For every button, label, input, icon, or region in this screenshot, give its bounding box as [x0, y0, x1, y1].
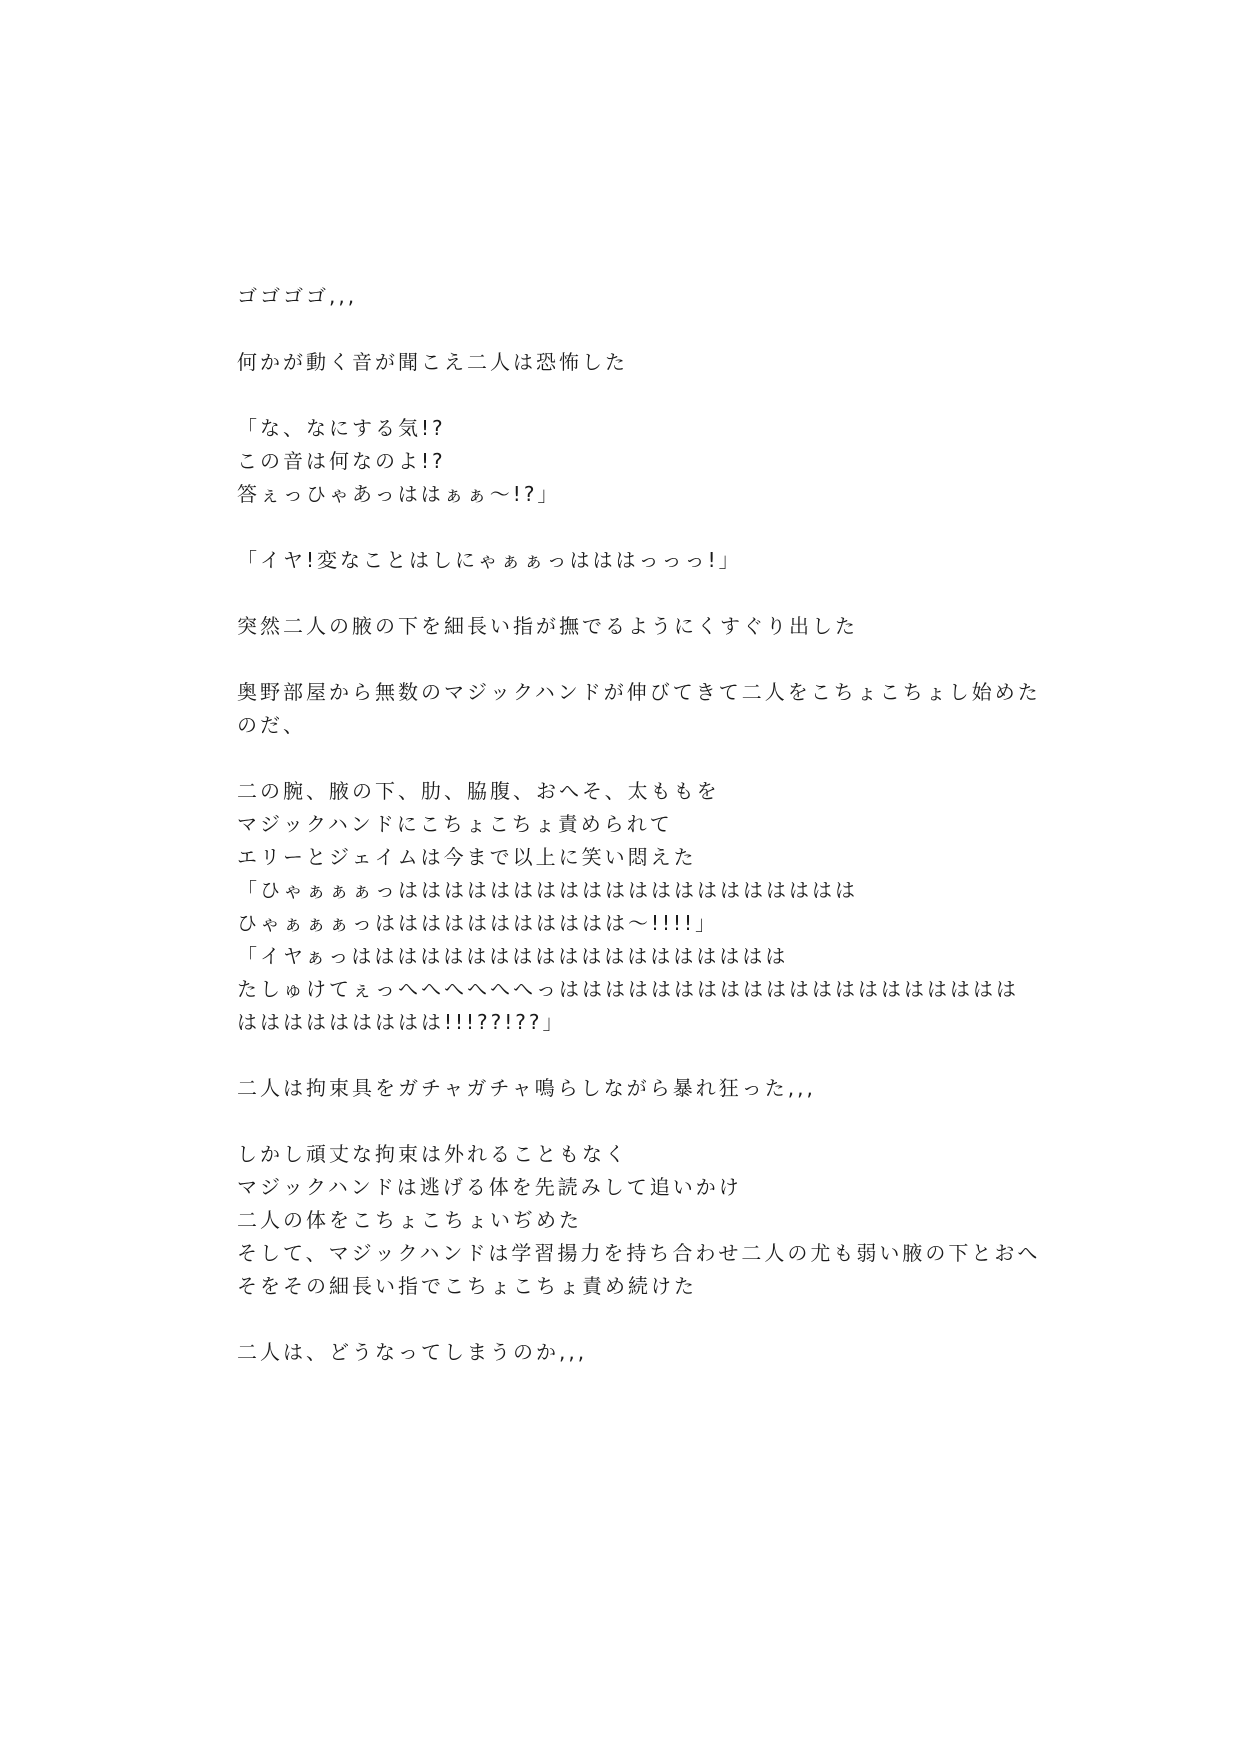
text-line: たしゅけてぇっへへへへへへっはははははははははははははははははははは — [237, 977, 1019, 1001]
paragraph-gap — [237, 1303, 1017, 1336]
paragraph-gap — [237, 577, 1017, 610]
paragraph — [237, 1336, 1017, 1369]
text-line: そして、マジックハンドは学習揚力を持ち合わせ二人の尤も弱い腋の下とおへ — [237, 1241, 1041, 1265]
paragraph — [237, 1138, 1041, 1303]
paragraph — [237, 412, 1017, 511]
text-line: 「ひゃぁぁぁっはははははははははははははははははははは — [237, 878, 858, 902]
text-line: エリーとジェイムは今まで以上に笑い悶えた — [237, 845, 697, 869]
text-line: ひゃぁぁぁっははははははははははは〜!!!!」 — [237, 911, 719, 935]
text-line: 「イヤぁっははははははははははははははははははは — [237, 944, 789, 968]
paragraph-gap — [237, 742, 1017, 775]
text-line: 「イヤ!変なことはしにゃぁぁっはははっっっ!」 — [237, 548, 742, 572]
paragraph — [237, 775, 1017, 1039]
paragraph-gap — [237, 313, 1017, 346]
text-line: 奥野部屋から無数のマジックハンドが伸びてきて二人をこちょこちょし始めた — [237, 680, 1041, 704]
paragraph-gap — [237, 1105, 1017, 1138]
text-line: 「な、なにする気!? — [237, 416, 446, 440]
text-line: マジックハンドにこちょこちょ責められて — [237, 812, 673, 836]
text-line: ゴゴゴゴ,,, — [237, 284, 358, 308]
paragraph — [237, 676, 1041, 742]
document-body-text — [237, 280, 1041, 1369]
text-line: 二人は、どうなってしまうのか,,, — [237, 1340, 588, 1364]
paragraph — [237, 1072, 1017, 1105]
text-line: 二人の体をこちょこちょいぢめた — [237, 1208, 582, 1232]
text-line: この音は何なのよ!? — [237, 449, 446, 473]
paragraph — [237, 544, 1017, 577]
paragraph-gap — [237, 511, 1017, 544]
paragraph-gap — [237, 643, 1017, 676]
paragraph — [237, 346, 1017, 379]
text-line: そをその細長い指でこちょこちょ責め続けた — [237, 1274, 697, 1298]
paragraph-gap — [237, 1039, 1017, 1072]
text-line: ははははははははは!!!??!??」 — [237, 1010, 566, 1034]
text-line: しかし頑丈な拘束は外れることもなく — [237, 1142, 628, 1166]
paragraph — [237, 610, 1017, 643]
text-line: 答ぇっひゃあっははぁぁ〜!?」 — [237, 482, 561, 506]
text-line: のだ、 — [237, 713, 306, 737]
text-line: マジックハンドは逃げる体を先読みして追いかけ — [237, 1175, 742, 1199]
text-line: 二の腕、腋の下、肋、脇腹、おへそ、太ももを — [237, 779, 720, 803]
text-line: 突然二人の腋の下を細長い指が撫でるようにくすぐり出した — [237, 614, 858, 638]
paragraph-gap — [237, 379, 1017, 412]
paragraph — [237, 280, 1017, 313]
text-line: 二人は拘束具をガチャガチャ鳴らしながら暴れ狂った,,, — [237, 1076, 816, 1100]
text-line: 何かが動く音が聞こえ二人は恐怖した — [237, 350, 628, 374]
